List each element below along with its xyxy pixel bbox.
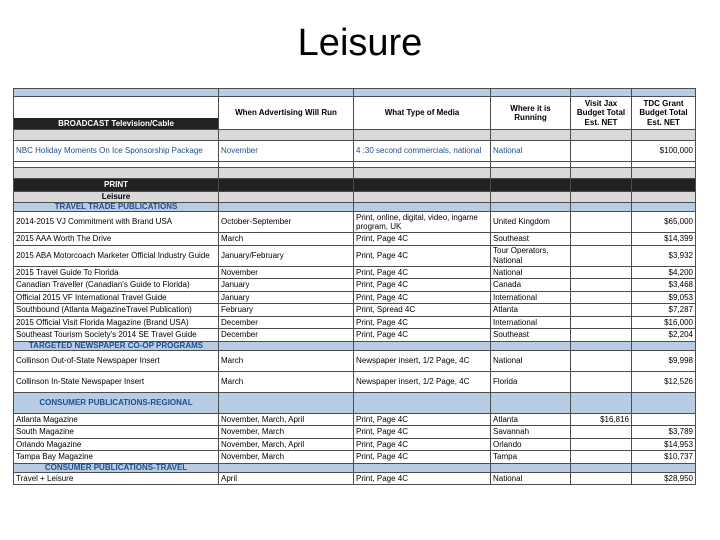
row-media: Print, Spread 4C bbox=[354, 304, 491, 317]
row-timing: October-September bbox=[219, 212, 354, 233]
row-name: 2015 Travel Guide To Florida bbox=[14, 266, 219, 279]
row-name: South Magazine bbox=[14, 426, 219, 439]
row-name: Collinson In-State Newspaper Insert bbox=[14, 371, 219, 392]
row-name: 2014-2015 VJ Commitment with Brand USA bbox=[14, 212, 219, 233]
row-timing: April bbox=[219, 472, 354, 485]
print-band bbox=[14, 179, 696, 192]
row-jax bbox=[571, 316, 632, 329]
row-tdc: $9,053 bbox=[632, 291, 696, 304]
travel-trade-rows bbox=[14, 212, 696, 342]
row-where: Tour Operators, National bbox=[491, 245, 571, 266]
header-row bbox=[14, 97, 696, 130]
broadcast-header-cell bbox=[14, 97, 219, 130]
row-jax bbox=[571, 233, 632, 246]
row-name: Travel + Leisure bbox=[14, 472, 219, 485]
row-media: Print, Page 4C bbox=[354, 245, 491, 266]
row-tdc: $2,204 bbox=[632, 329, 696, 342]
row-media: 4 :30 second commercials, national bbox=[354, 141, 491, 162]
row-where: National bbox=[491, 141, 571, 162]
col-header-where: Where it is Running bbox=[491, 97, 571, 130]
row-where: National bbox=[491, 266, 571, 279]
row-name: 2015 ABA Motorcoach Marketer Official Industry Guide bbox=[14, 245, 219, 266]
row-timing: November, March bbox=[219, 426, 354, 439]
row-jax bbox=[571, 304, 632, 317]
travel-rows bbox=[14, 472, 696, 485]
row-tdc bbox=[632, 413, 696, 426]
row-where: National bbox=[491, 472, 571, 485]
broadcast-label: BROADCAST Television/Cable bbox=[14, 118, 218, 129]
table-row bbox=[14, 266, 696, 279]
section-travel-trade bbox=[14, 203, 696, 212]
row-tdc: $3,932 bbox=[632, 245, 696, 266]
section-label: CONSUMER PUBLICATIONS-TRAVEL bbox=[14, 463, 219, 472]
row-name: Tampa Bay Magazine bbox=[14, 451, 219, 464]
table-row bbox=[14, 233, 696, 246]
row-jax bbox=[571, 266, 632, 279]
row-timing: January/February bbox=[219, 245, 354, 266]
row-jax bbox=[571, 291, 632, 304]
row-tdc: $10,737 bbox=[632, 451, 696, 464]
row-jax bbox=[571, 245, 632, 266]
row-timing: March bbox=[219, 350, 354, 371]
row-where: National bbox=[491, 350, 571, 371]
row-where: United Kingdom bbox=[491, 212, 571, 233]
row-tdc: $16,000 bbox=[632, 316, 696, 329]
col-header-media: What Type of Media bbox=[354, 97, 491, 130]
gray-band bbox=[14, 168, 696, 179]
row-tdc: $12,526 bbox=[632, 371, 696, 392]
table-row-nbc bbox=[14, 141, 696, 162]
col-header-tdc: TDC Grant Budget Total Est. NET bbox=[632, 97, 696, 130]
row-timing: November bbox=[219, 266, 354, 279]
row-media: Print, Page 4C bbox=[354, 451, 491, 464]
row-media: Print, Page 4C bbox=[354, 438, 491, 451]
table-row bbox=[14, 291, 696, 304]
print-label: PRINT bbox=[14, 179, 219, 192]
leisure-label: Leisure bbox=[14, 192, 219, 203]
row-name: NBC Holiday Moments On Ice Sponsorship Package bbox=[14, 141, 219, 162]
row-name: Official 2015 VF International Travel Guide bbox=[14, 291, 219, 304]
table-row bbox=[14, 316, 696, 329]
row-name: Canadian Traveller (Canadian's Guide to Florida) bbox=[14, 279, 219, 292]
table-row bbox=[14, 329, 696, 342]
row-tdc: $65,000 bbox=[632, 212, 696, 233]
row-timing: November, March, April bbox=[219, 438, 354, 451]
row-timing: November, March, April bbox=[219, 413, 354, 426]
row-jax bbox=[571, 141, 632, 162]
row-timing: March bbox=[219, 371, 354, 392]
row-name: Atlanta Magazine bbox=[14, 413, 219, 426]
row-jax bbox=[571, 212, 632, 233]
row-jax bbox=[571, 279, 632, 292]
row-where: Southeast bbox=[491, 233, 571, 246]
row-jax bbox=[571, 438, 632, 451]
row-jax bbox=[571, 472, 632, 485]
row-where: Southeast bbox=[491, 329, 571, 342]
row-tdc: $7,287 bbox=[632, 304, 696, 317]
row-where: Orlando bbox=[491, 438, 571, 451]
row-where: Tampa bbox=[491, 451, 571, 464]
row-tdc: $3,789 bbox=[632, 426, 696, 439]
row-timing: November bbox=[219, 141, 354, 162]
row-jax bbox=[571, 451, 632, 464]
row-timing: March bbox=[219, 233, 354, 246]
table-row bbox=[14, 438, 696, 451]
row-media: Print, Page 4C bbox=[354, 329, 491, 342]
row-name: Southeast Tourism Society's 2014 SE Travel Guide bbox=[14, 329, 219, 342]
row-tdc: $3,468 bbox=[632, 279, 696, 292]
row-media: Print, Page 4C bbox=[354, 291, 491, 304]
row-media: Print, Page 4C bbox=[354, 233, 491, 246]
row-jax: $16,816 bbox=[571, 413, 632, 426]
table-row bbox=[14, 451, 696, 464]
budget-table bbox=[13, 88, 696, 485]
row-where: Canada bbox=[491, 279, 571, 292]
row-name: Collinson Out-of-State Newspaper Insert bbox=[14, 350, 219, 371]
row-tdc: $9,998 bbox=[632, 350, 696, 371]
row-media: Print, Page 4C bbox=[354, 279, 491, 292]
row-media: Print, Page 4C bbox=[354, 413, 491, 426]
row-tdc: $28,950 bbox=[632, 472, 696, 485]
row-media: Print, Page 4C bbox=[354, 426, 491, 439]
row-tdc: $4,200 bbox=[632, 266, 696, 279]
row-name: 2015 Official Visit Florida Magazine (Brand USA) bbox=[14, 316, 219, 329]
blue-band bbox=[14, 89, 696, 97]
table-row bbox=[14, 413, 696, 426]
section-label: TRAVEL TRADE PUBLICATIONS bbox=[14, 203, 219, 212]
row-media: Print, online, digital, video, ingame program, UK bbox=[354, 212, 491, 233]
table-row bbox=[14, 279, 696, 292]
col-header-timing: When Advertising Will Run bbox=[219, 97, 354, 130]
table-row bbox=[14, 350, 696, 371]
row-tdc: $14,953 bbox=[632, 438, 696, 451]
row-timing: December bbox=[219, 329, 354, 342]
row-jax bbox=[571, 371, 632, 392]
section-regional bbox=[14, 392, 696, 413]
row-where: Atlanta bbox=[491, 413, 571, 426]
table-row bbox=[14, 371, 696, 392]
row-where: International bbox=[491, 291, 571, 304]
leisure-band bbox=[14, 192, 696, 203]
row-tdc: $100,000 bbox=[632, 141, 696, 162]
gray-band bbox=[14, 130, 696, 141]
row-timing: January bbox=[219, 291, 354, 304]
row-where: Florida bbox=[491, 371, 571, 392]
newspaper-rows bbox=[14, 350, 696, 392]
row-where: Atlanta bbox=[491, 304, 571, 317]
row-name: 2015 AAA Worth The Drive bbox=[14, 233, 219, 246]
row-timing: February bbox=[219, 304, 354, 317]
row-where: Savannah bbox=[491, 426, 571, 439]
table-row bbox=[14, 472, 696, 485]
row-media: Print, Page 4C bbox=[354, 266, 491, 279]
row-timing: January bbox=[219, 279, 354, 292]
slide-title: Leisure bbox=[297, 22, 423, 64]
row-jax bbox=[571, 426, 632, 439]
section-label: TARGETED NEWSPAPER CO-OP PROGRAMS bbox=[14, 341, 219, 350]
row-tdc: $14,399 bbox=[632, 233, 696, 246]
row-timing: December bbox=[219, 316, 354, 329]
col-header-jax: Visit Jax Budget Total Est. NET bbox=[571, 97, 632, 130]
row-media: Newspaper insert, 1/2 Page, 4C bbox=[354, 350, 491, 371]
regional-rows bbox=[14, 413, 696, 463]
row-jax bbox=[571, 350, 632, 371]
table-row bbox=[14, 212, 696, 233]
section-label: CONSUMER PUBLICATIONS-REGIONAL bbox=[14, 392, 219, 413]
row-jax bbox=[571, 329, 632, 342]
row-where: International bbox=[491, 316, 571, 329]
table-row bbox=[14, 426, 696, 439]
row-name: Orlando Magazine bbox=[14, 438, 219, 451]
table-row bbox=[14, 304, 696, 317]
row-media: Newspaper insert, 1/2 Page, 4C bbox=[354, 371, 491, 392]
row-media: Print, Page 4C bbox=[354, 316, 491, 329]
row-timing: November, March bbox=[219, 451, 354, 464]
table-row bbox=[14, 245, 696, 266]
section-newspaper bbox=[14, 341, 696, 350]
row-media: Print, Page 4C bbox=[354, 472, 491, 485]
section-travel bbox=[14, 463, 696, 472]
row-name: Southbound (Atlanta MagazineTravel Publication) bbox=[14, 304, 219, 317]
